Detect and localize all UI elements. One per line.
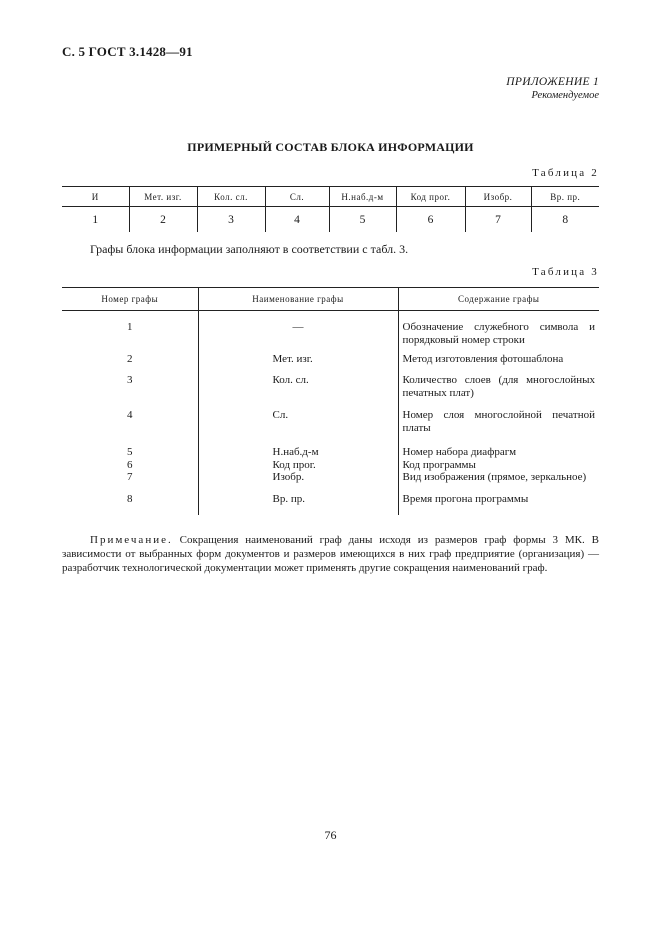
table3-name: Изобр. (198, 471, 398, 484)
table3-num: 6 (127, 458, 133, 471)
page-header: С. 5 ГОСТ 3.1428—91 (62, 44, 193, 59)
table3-row (62, 408, 599, 446)
table3-name: Код прог. (198, 459, 398, 472)
table2-caption: Таблица 2 (532, 167, 599, 179)
table3-content: Время прогона программы (398, 484, 599, 515)
table2-header-cell: Сл. (265, 187, 329, 207)
table3-content: Количество слоев (для многослойных печатных плат) (398, 371, 599, 408)
table2-cell: 3 (197, 207, 265, 233)
table2-header-cell: Мет. изг. (129, 187, 197, 207)
table3-header-row (62, 288, 599, 311)
table2-cell: 4 (265, 207, 329, 233)
table3-header-cell: Наименование графы (198, 288, 398, 311)
table3-name: — (198, 311, 398, 347)
table3-name: Сл. (198, 408, 398, 446)
appendix-title: ПРИЛОЖЕНИЕ 1 (506, 76, 599, 88)
table2-header-cell: И (62, 187, 129, 207)
table3-content: Метод изготовления фотошаблона (398, 346, 599, 371)
table2-cell: 2 (129, 207, 197, 233)
table-note (62, 533, 599, 575)
table3-row (62, 484, 599, 515)
table2-cell: 5 (329, 207, 396, 233)
table2-header-cell: Изобр. (465, 187, 531, 207)
table3-row (62, 311, 599, 347)
table3-num: 3 (127, 374, 133, 386)
table2-row (62, 207, 599, 233)
appendix-status: Рекомендуемое (531, 90, 599, 101)
note-text: Сокращения наименований граф даны исходя из размеров граф формы 3 МК. В зависимости от выбранных форм документов и размеров имеющихся в них граф предприятие (организация) — разработчик технологической документации может применять другие сокращения наименований граф. (62, 534, 599, 574)
table3-content: Обозначение служебного символа и порядковый номер строки (398, 311, 599, 347)
table3-name: Кол. сл. (198, 371, 398, 408)
table2-cell: 7 (465, 207, 531, 233)
note-label: Примечание. (90, 534, 173, 546)
table3-content: Номер набора диафрагм (398, 446, 599, 459)
table2-cell: 6 (396, 207, 465, 233)
table3-content: Вид изображения (прямое, зеркальное) (398, 471, 599, 484)
table3-num: 4 (127, 409, 133, 421)
table3-row (62, 346, 599, 371)
table3-num: 8 (127, 492, 133, 505)
table3-content: Номер слоя многослойной печатной платы (398, 408, 599, 446)
table2-header-cell: Вр. пр. (531, 187, 599, 207)
table3-row (62, 446, 599, 459)
table3-name: Н.наб.д-м (198, 446, 398, 459)
table2 (62, 186, 599, 232)
table3 (62, 287, 599, 515)
table3-header-cell: Содержание графы (398, 288, 599, 311)
table3-row (62, 471, 599, 484)
table3-row (62, 371, 599, 408)
table3-num: 5 (127, 446, 133, 458)
table3-num: 7 (127, 471, 133, 483)
body-paragraph: Графы блока информации заполняют в соответствии с табл. 3. (90, 242, 409, 256)
table2-cell: 1 (92, 213, 99, 226)
table2-header-cell: Кол. сл. (197, 187, 265, 207)
table2-header-cell: Код прог. (396, 187, 465, 207)
table3-caption: Таблица 3 (532, 266, 599, 278)
table2-header-cell: Н.наб.д-м (329, 187, 396, 207)
table2-cell: 8 (531, 207, 599, 233)
table3-header-cell: Номер графы (62, 288, 198, 311)
table3-num: 1 (127, 321, 133, 333)
table3-row (62, 459, 599, 472)
page-number: 76 (324, 828, 337, 842)
table3-content: Код программы (398, 459, 599, 472)
table3-num: 2 (127, 353, 133, 365)
section-heading: ПРИМЕРНЫЙ СОСТАВ БЛОКА ИНФОРМАЦИИ (187, 140, 474, 154)
table3-name: Вр. пр. (198, 484, 398, 515)
table3-name: Мет. изг. (198, 346, 398, 371)
table2-header-row (62, 187, 599, 207)
